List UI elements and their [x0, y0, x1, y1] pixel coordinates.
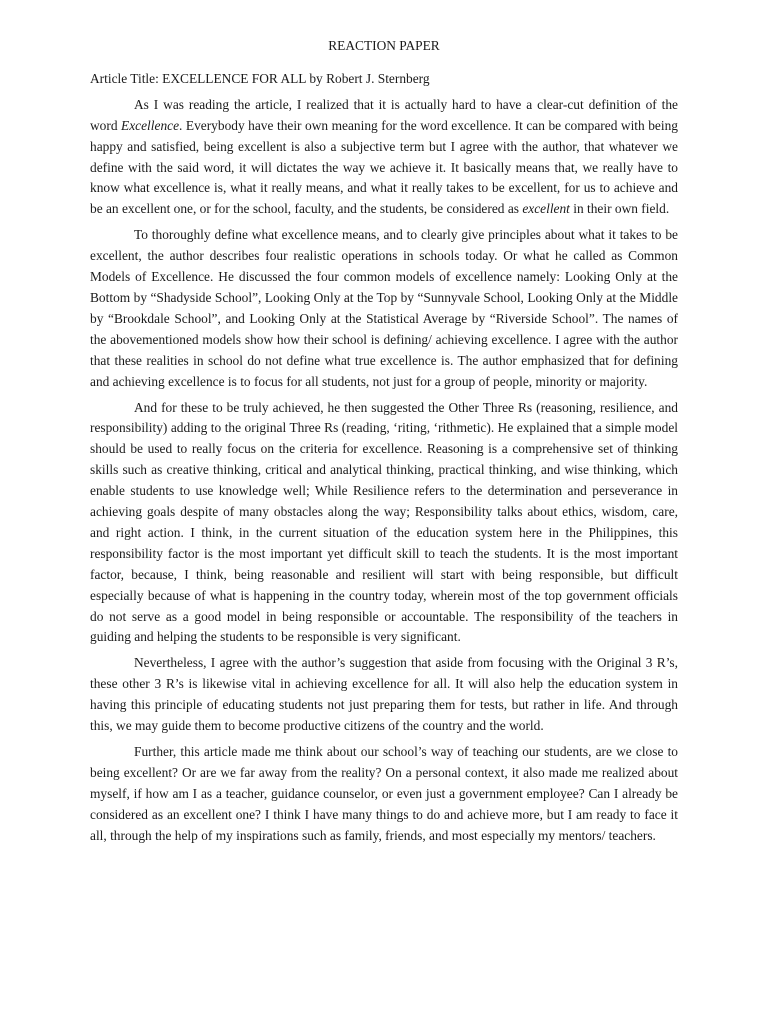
paragraph-1: [90, 95, 678, 220]
paragraph-1-text-a: As I was reading the article, I realized that it is actually hard to have a clear-cut definition of the word: [90, 96, 678, 133]
document-page: [90, 36, 678, 852]
paragraph-3: And for these to be truly achieved, he then suggested the Other Three Rs (reasoning, resilience, and responsibility) adding to the original Three Rs (reading, ‘riting, ‘rithmetic). He explained that a simple model should be used to really focus on the criteria for excellence. Reasoning is a comprehensive set of thinking skills such as creative thinking, critical and analytical thinking, practical thinking, and wise thinking, which enable students to use knowledge well; While Resilience refers to the determination and perseverance in achieving goals despite of many obstacles along the way; Responsibility talks about ethics, wisdom, care, and right action. I think, in the current situation of the education system here in the Philippines, this responsibility factor is the most important yet difficult skill to teach the students. It is the most important factor, because, I think, being reasonable and resilient will start with being responsible, but difficult especially because of what is happening in the country today, wherein most of the top government officials do not serve as a good model in being responsible or accountable. The responsibility of the teachers in guiding and helping the students to be responsible is very significant.: [90, 399, 678, 645]
paragraph-1-emphasis-excellence: Excellence: [121, 117, 180, 133]
article-title-line: Article Title: EXCELLENCE FOR ALL by Robert J. Sternberg: [90, 70, 430, 86]
paragraph-1-emphasis-excellent: excellent: [522, 201, 570, 217]
paragraph-1-text-c: in their own field.: [569, 201, 670, 217]
paragraph-4: Nevertheless, I agree with the author’s suggestion that aside from focusing with the Original 3 R’s, these other 3 R’s is likewise vital in achieving excellence for all. It will also help the education system in having this principle of educating students not just preparing them for tests, but rather in life. And through this, we may guide them to become productive citizens of the country and the world.: [90, 655, 678, 734]
paragraph-5: Further, this article made me think about our school’s way of teaching our students, are we close to being excellent? Or are we far away from the reality? On a personal context, it also made me realized about myself, if how am I as a teacher, guidance counselor, or even just a government employee? Can I already be considered as an excellent one? I think I have many things to do and achieve more, but I am ready to face it all, through the help of my inspirations such as family, friends, and most especially my mentors/ teachers.: [90, 744, 678, 843]
paragraph-2: To thoroughly define what excellence means, and to clearly give principles about what it takes to be excellent, the author describes four realistic operations in schools today. Or what he called as Common Models of Excellence. He discussed the four common models of excellence namely: Looking Only at the Bottom by “Shadyside School”, Looking Only at the Top by “Sunnyvale School, Looking Only at the Middle by “Brookdale School”, and Looking Only at the Statistical Average by “Riverside School”. The names of the abovementioned models show how their school is defining/ achieving excellence. I agree with the author that these realities in school do not define what true excellence is. The author emphasized that for defining and achieving excellence is to focus for all students, not just for a group of people, minority or majority.: [90, 227, 678, 389]
document-title: REACTION PAPER: [328, 38, 440, 53]
paragraph-1-text-b: . Everybody have their own meaning for the word excellence. It can be compared with being happy and satisfied, being excellent is also a subjective term but I agree with the author, that whatever we define with the said word, it will dictates the way we achieve it. It basically means that, we really have to know what excellence is, what it really means, and what it really takes to be excellent, for us to achieve and be an excellent one, or for the school, faculty, and the students, be considered as: [90, 117, 678, 217]
